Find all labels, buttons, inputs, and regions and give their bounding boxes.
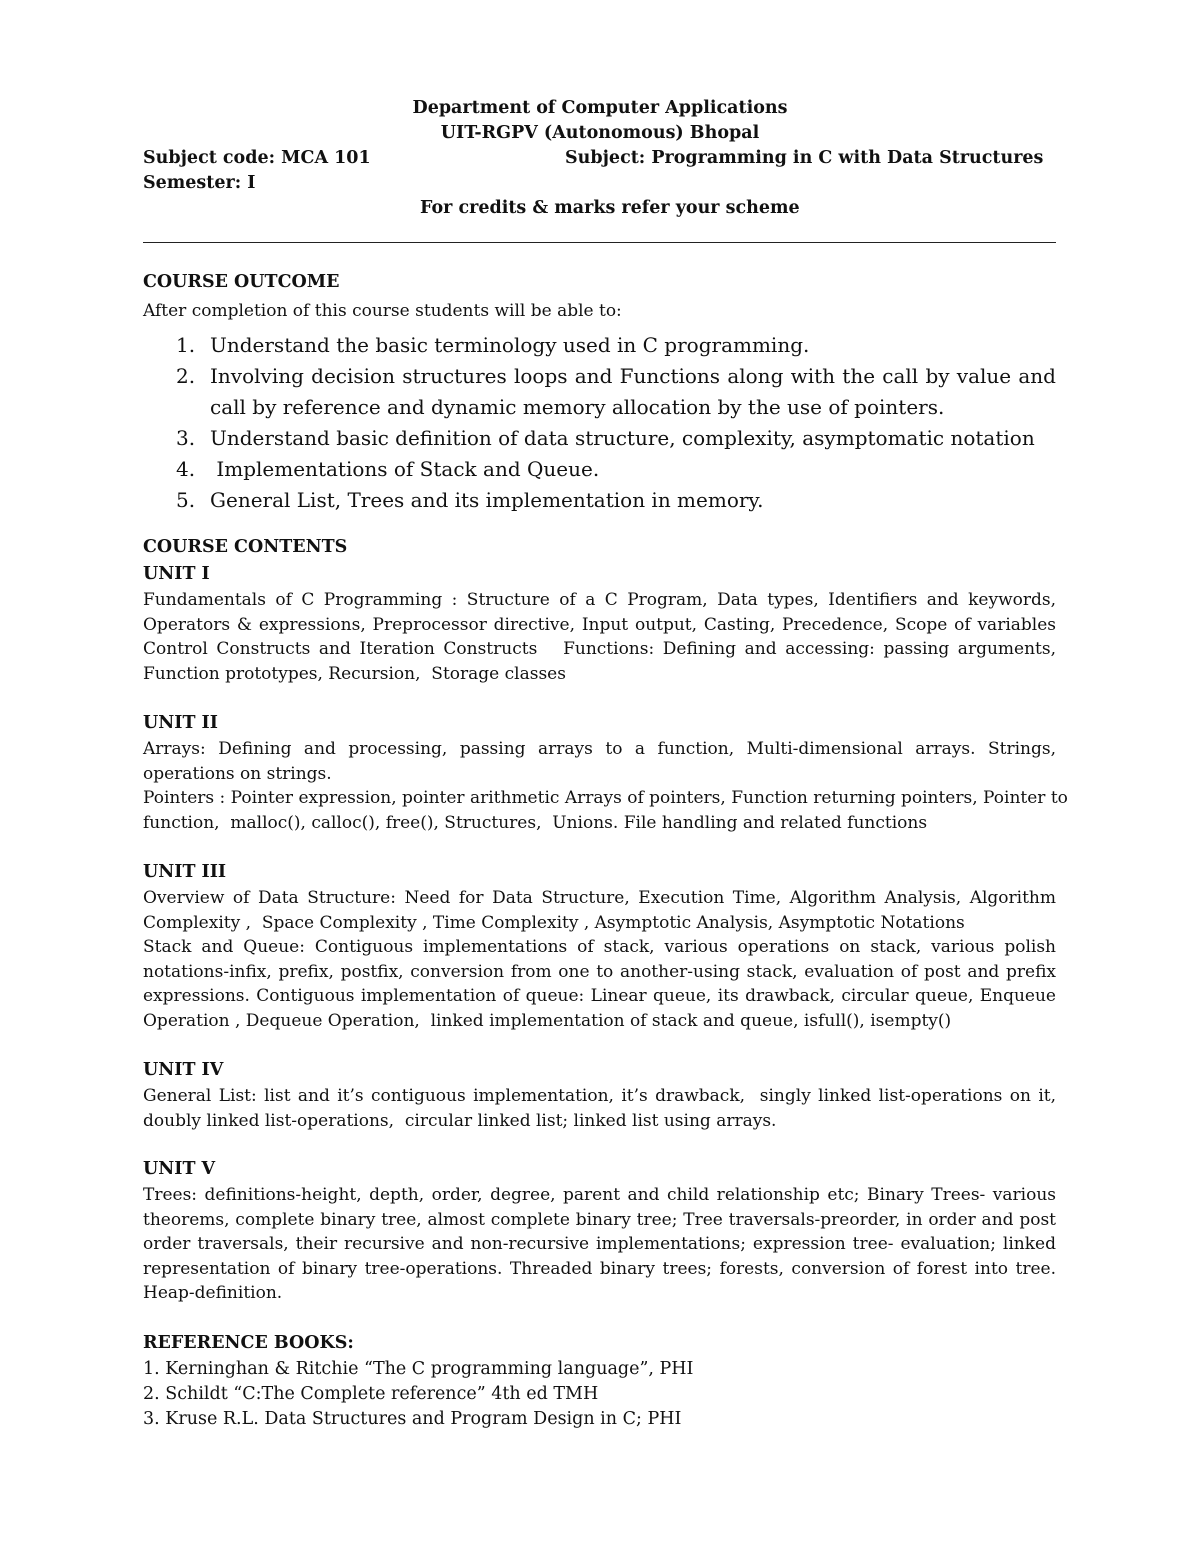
reference-book-item: 1. Kerninghan & Ritchie “The C programming language”, PHI [143, 1359, 694, 1379]
unit-1-body [143, 588, 1056, 686]
unit-3-line: expressions. Contiguous implementation of queue: Linear queue, its drawback, circular queue, Enqueue [143, 986, 1056, 1006]
outcome-text: Implementations of Stack and Queue. [210, 457, 600, 481]
unit-2-title: UNIT II [143, 713, 218, 733]
unit-3-line: notations-infix, prefix, postfix, conversion from one to another-using stack, evaluation of post and prefix [143, 961, 1056, 982]
unit-3-title: UNIT III [143, 862, 227, 882]
outcome-number: 2. [176, 364, 196, 388]
course-outcome-title: COURSE OUTCOME [143, 272, 340, 292]
outcome-text: Involving decision structures loops and Functions along with the call by value and call by reference and dynamic memory allocation by the use of pointers. [210, 364, 1056, 419]
outcome-item [143, 423, 1056, 454]
unit-1-line: Function prototypes, Recursion, Storage classes [143, 663, 566, 684]
course-contents-title: COURSE CONTENTS [143, 537, 348, 557]
unit-5-line: theorems, complete binary tree, almost complete binary tree; Tree traversals-preorder, in order and post [143, 1209, 1056, 1230]
unit-1-line: Operators & expressions, Preprocessor directive, Input output, Casting, Precedence, Scope of variables [143, 614, 1056, 635]
outcome-number: 3. [176, 426, 196, 450]
unit-2-line: Arrays: Defining and processing, passing arrays to a function, Multi-dimensional arrays. Strings, [143, 739, 1056, 759]
unit-4-line: General List: list and it’s contiguous implementation, it’s drawback, singly linked list-operations on it, [143, 1086, 1056, 1106]
unit-2-body [143, 737, 1068, 835]
outcome-number: 5. [176, 488, 196, 512]
unit-5-line: order traversals, their recursive and non-recursive implementations; expression tree- evaluation; linked [143, 1234, 1056, 1254]
outcome-text: Understand the basic terminology used in C programming. [210, 333, 810, 357]
course-outcome-list [143, 330, 1056, 516]
semester: Semester: I [143, 173, 256, 193]
course-outcome-intro: After completion of this course students will be able to: [143, 301, 622, 321]
unit-1-line: Fundamentals of C Programming : Structure of a C Program, Data types, Identifiers and keywords, [143, 590, 1056, 610]
outcome-number: 1. [176, 333, 196, 357]
unit-5-line: Trees: definitions-height, depth, order, degree, parent and child relationship etc; Binary Trees- various [143, 1185, 1056, 1205]
reference-books-title: REFERENCE BOOKS: [143, 1333, 354, 1353]
outcome-number: 4. [176, 457, 196, 481]
outcome-item [143, 454, 1056, 485]
unit-5-title: UNIT V [143, 1159, 216, 1179]
unit-2-line: operations on strings. [143, 763, 332, 784]
unit-4-title: UNIT IV [143, 1060, 224, 1080]
unit-3-line: Stack and Queue: Contiguous implementations of stack, various operations on stack, various polish [143, 937, 1056, 957]
department-title: Department of Computer Applications [412, 98, 788, 118]
unit-5-line: representation of binary tree-operations. Threaded binary trees; forests, conversion of forest into tree. [143, 1258, 1056, 1279]
unit-1-title: UNIT I [143, 564, 210, 584]
unit-4-body [143, 1084, 1056, 1133]
institute-title: UIT-RGPV (Autonomous) Bhopal [440, 123, 760, 143]
unit-3-line: Complexity , Space Complexity , Time Complexity , Asymptotic Analysis, Asymptotic Notations [143, 912, 965, 933]
outcome-text: General List, Trees and its implementation in memory. [210, 488, 764, 512]
outcome-item [143, 330, 1056, 361]
unit-5-body [143, 1183, 1056, 1306]
unit-2-line: function, malloc(), calloc(), free(), Structures, Unions. File handling and related functions [143, 812, 928, 833]
unit-3-line: Operation , Dequeue Operation, linked implementation of stack and queue, isfull(), isempty() [143, 1010, 952, 1031]
subject-code: Subject code: MCA 101 [143, 148, 371, 168]
outcome-item [143, 485, 1056, 516]
unit-4-line: doubly linked list-operations, circular linked list; linked list using arrays. [143, 1110, 777, 1131]
unit-1-line: Control Constructs and Iteration Constructs Functions: Defining and accessing: passing arguments, [143, 639, 1056, 659]
header-divider [143, 242, 1056, 243]
reference-book-item: 2. Schildt “C:The Complete reference” 4th ed TMH [143, 1384, 599, 1404]
subject-name: Subject: Programming in C with Data Structures [565, 148, 1044, 168]
credits-note: For credits & marks refer your scheme [420, 198, 800, 218]
outcome-item [143, 361, 1056, 423]
reference-book-item: 3. Kruse R.L. Data Structures and Program Design in C; PHI [143, 1409, 682, 1429]
unit-5-line: Heap-definition. [143, 1283, 283, 1303]
unit-2-line: Pointers : Pointer expression, pointer arithmetic Arrays of pointers, Function returning pointers, Pointer to [143, 788, 1068, 808]
unit-3-line: Overview of Data Structure: Need for Data Structure, Execution Time, Algorithm Analysis, Algorithm [143, 888, 1056, 908]
unit-3-body [143, 886, 1056, 1033]
reference-books-list [143, 1357, 693, 1432]
outcome-text: Understand basic definition of data structure, complexity, asymptomatic notation [210, 426, 1035, 450]
